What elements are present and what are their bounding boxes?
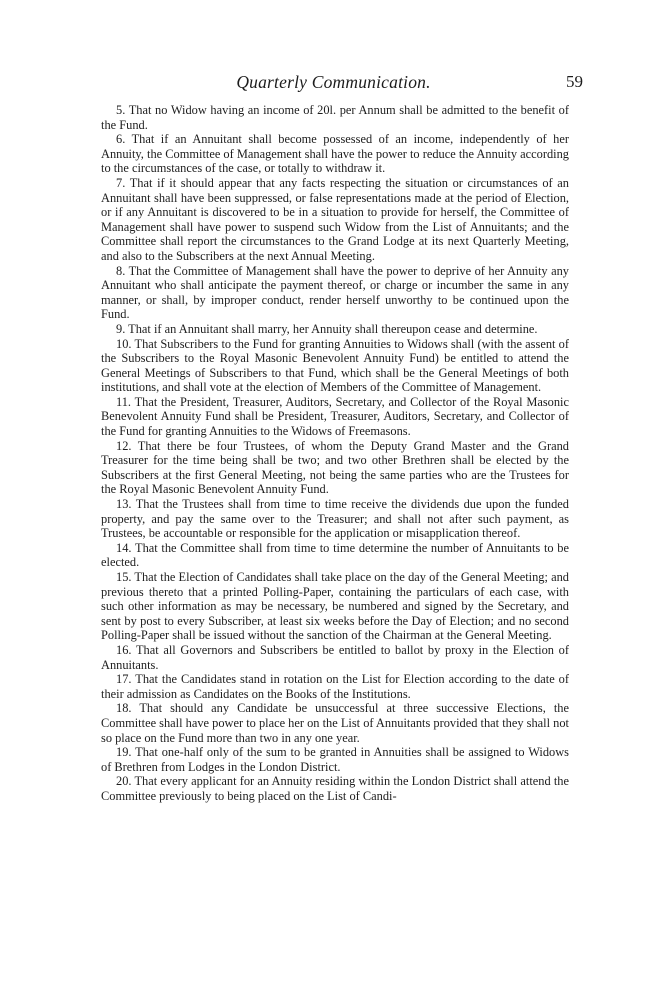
paragraph-19 xyxy=(101,745,569,774)
paragraph-text: That Subscribers to the Fund for granting Annuities to Widows shall (with the assent of the Subscribers to the Royal Masonic Benevolent Annuity Fund) be entitled to attend the General Meetings of Subscribers to that Fund, which shall be the General Meetings of both institutions, and shall vote at the election of Members of the Committee of Management. xyxy=(101,336,569,395)
paragraph-number: 12. xyxy=(116,438,132,453)
paragraph-text: That should any Candidate be unsuccessful at three successive Elections, the Committee shall have power to place her on the List of Annuitants provided that they shall not so place on the Fund more than two in any one year. xyxy=(101,701,569,745)
paragraph-text: That one-half only of the sum to be granted in Annuities shall be assigned to Widows of Brethren from Lodges in the London District. xyxy=(101,745,570,774)
paragraph-text: That if an Annuitant shall marry, her Annuity shall thereupon cease and determine. xyxy=(128,321,538,336)
paragraph-10 xyxy=(101,337,569,395)
running-title: Quarterly Communication. xyxy=(236,72,431,92)
document-body xyxy=(101,103,569,804)
paragraph-number: 16. xyxy=(116,642,132,657)
paragraph-9 xyxy=(101,322,569,337)
paragraph-number: 19. xyxy=(116,745,132,760)
paragraph-number: 11. xyxy=(116,394,132,409)
paragraph-number: 13. xyxy=(116,497,132,512)
paragraph-20 xyxy=(101,774,569,803)
paragraph-7 xyxy=(101,176,569,264)
paragraph-16 xyxy=(101,643,569,672)
paragraph-text: That the Candidates stand in rotation on the List for Election according to the date of their admission as Candidates on the Books of the Institutions. xyxy=(101,672,570,701)
paragraph-text: That the Trustees shall from time to time receive the dividends due upon the funded property, and pay the same over to the Treasurer; and shall not after such payment, as Trustees, be accountable or responsible for the application or misapplication thereof. xyxy=(101,497,569,541)
paragraph-text: That every applicant for an Annuity residing within the London District shall attend the Committee previously to being placed on the List of Candi- xyxy=(101,774,569,803)
paragraph-number: 10. xyxy=(116,336,132,351)
paragraph-15 xyxy=(101,570,569,643)
paragraph-text: That the Election of Candidates shall take place on the day of the General Meeting; and previous thereto that a printed Polling-Paper, containing the particulars of each case, with such other information as may be necessary, be numbered and signed by the Secretary, and sent by post to every Subscriber, at least six weeks before the Day of Election; and no second Polling-Paper shall be issued without the sanction of the Chairman at the General Meeting. xyxy=(101,570,569,643)
paragraph-text: That if an Annuitant shall become possessed of an income, independently of her Annuity, the Committee of Management shall have the power to reduce the Annuity according to the circumstances of the case, or totally to withdraw it. xyxy=(101,132,569,176)
paragraph-6 xyxy=(101,132,569,176)
paragraph-number: 8. xyxy=(116,263,126,278)
paragraph-12 xyxy=(101,439,569,497)
paragraph-8 xyxy=(101,264,569,322)
paragraph-11 xyxy=(101,395,569,439)
paragraph-text: That the President, Treasurer, Auditors, Secretary, and Collector of the Royal Masonic Benevolent Annuity Fund shall be President, Treasurer, Auditors, Secretary, and Collector of the Fund for granting Annuities to the Widows of Freemasons. xyxy=(101,394,569,439)
paragraph-number: 17. xyxy=(116,672,132,687)
paragraph-text: That the Committee of Management shall have the power to deprive of her Annuity any Annuitant who shall anticipate the payment thereof, or charge or incumber the same in any manner, or shall, by improper conduct, render herself unworthy to be continued upon the Fund. xyxy=(101,263,570,322)
paragraph-number: 9. xyxy=(116,321,126,336)
paragraph-number: 14. xyxy=(116,540,132,555)
paragraph-number: 18. xyxy=(116,701,132,716)
page-number: 59 xyxy=(566,72,583,91)
paragraph-14 xyxy=(101,541,569,570)
paragraph-text: That no Widow having an income of 20l. per Annum shall be admitted to the benefit of the Fund. xyxy=(101,103,569,132)
paragraph-5 xyxy=(101,103,569,132)
paragraph-text: That all Governors and Subscribers be entitled to ballot by proxy in the Election of Annuitants. xyxy=(101,642,570,672)
page-header xyxy=(100,72,583,94)
paragraph-18 xyxy=(101,701,569,745)
paragraph-number: 15. xyxy=(116,570,132,584)
paragraph-number: 6. xyxy=(116,132,126,147)
paragraph-17 xyxy=(101,672,569,701)
paragraph-number: 20. xyxy=(116,774,132,789)
paragraph-text: That there be four Trustees, of whom the Deputy Grand Master and the Grand Treasurer for the time being shall be two; and two other Brethren shall be elected by the Subscribers at the first General Meeting, not being the same parties who are the Trustees for the Royal Masonic Benevolent Annuity Fund. xyxy=(101,438,570,497)
paragraph-text: That the Committee shall from time to time determine the number of Annuitants to be elected. xyxy=(101,540,569,570)
paragraph-13 xyxy=(101,497,569,541)
paragraph-number: 5. xyxy=(116,103,126,117)
paragraph-text: That if it should appear that any facts respecting the situation or circumstances of an Annuitant shall have been suppressed, or false representations made at the period of Election, or if any Annuitant is discovered to be in a situation to provide for herself, the Committee of Management shall have power to suspend such Widow from the List of Annuitants; and the Committee shall report the circumstances to the Grand Lodge at its next Quarterly Meeting, and also to the Subscribers at the next Annual Meeting. xyxy=(101,175,570,263)
paragraph-number: 7. xyxy=(116,175,126,190)
